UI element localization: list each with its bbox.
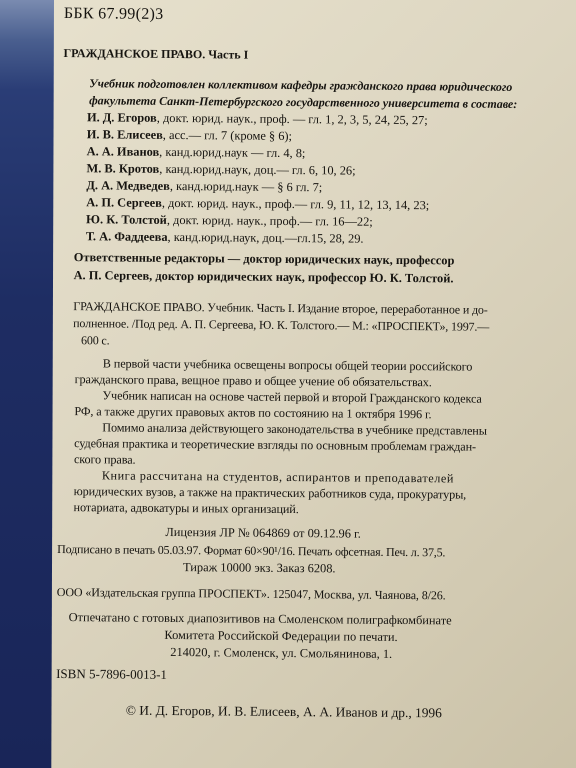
author-name: Ю. К. Толстой <box>86 212 167 227</box>
author-role: , канд.юрид.наук, доц.— гл. 6, 10, 26; <box>159 161 356 178</box>
author-role: , докт. юрид. наук., проф.— гл. 9, 11, 12, 13, 14, 23; <box>161 195 430 213</box>
author-name: М. В. Кротов <box>86 161 160 176</box>
editors-line: А. П. Сергеев, доктор юридических наук, профессор Ю. К. Толстой. <box>73 268 454 286</box>
author-name: Д. А. Медведев <box>86 178 170 193</box>
author-name: Т. А. Фаддеева <box>85 229 168 244</box>
book-title: ГРАЖДАНСКОЕ ПРАВО. Часть I <box>63 46 249 62</box>
bibliographic-entry: 600 с. <box>80 333 110 348</box>
signed-to-print-line: Подписано в печать 05.03.97. Формат 60×90¹/16. Печать офсетная. Печ. л. 37,5. <box>57 541 446 560</box>
author-line <box>86 195 429 212</box>
annotation-line: РФ, а также других правовых актов по состоянию на 1 октября 1996 г. <box>74 404 432 422</box>
isbn-number: ISBN 5-7896-0013-1 <box>56 665 168 682</box>
author-role: , докт. юрид. наук., проф.— гл. 16—22; <box>166 212 373 229</box>
copyright-line: © И. Д. Егоров, И. В. Елисеев, А. А. Иванов и др., 1996 <box>125 702 442 721</box>
author-name: И. Д. Егоров <box>86 110 157 125</box>
print-run-line: Тираж 10000 экз. Заказ 6208. <box>182 560 336 576</box>
author-line <box>86 229 364 245</box>
printer-line: Отпечатано с готовых диапозитивов на Смоленском полиграфкомбинате <box>68 610 452 628</box>
annotation-line: Помимо анализа действующего законодательства в учебнике представлены <box>102 420 487 438</box>
author-role: , канд.юрид.наук — гл. 4, 8; <box>159 144 306 161</box>
annotation-line: судебная практика и теоретические взгляды по основным проблемам граждан- <box>74 436 477 454</box>
bibliographic-entry: полненное. /Под ред. А. П. Сергеева, Ю. К. Толстого.— М.: «ПРОСПЕКТ», 1997.— <box>73 316 490 334</box>
annotation-line: В первой части учебника освещены вопросы общей теории российского <box>102 356 473 374</box>
annotation-line: нотариата, адвокатуры и иных организаций. <box>73 500 299 517</box>
author-role: , канд.юрид.наук — § 6 гл. 7; <box>169 178 323 195</box>
annotation-line: ского права. <box>73 452 136 467</box>
license-line: Лицензия ЛР № 064869 от 09.12.96 г. <box>165 524 361 541</box>
author-name: А. А. Иванов <box>86 144 160 159</box>
author-line <box>86 161 355 177</box>
author-role: , докт. юрид. наук., проф. — гл. 1, 2, 3, 5, 24, 25, 27; <box>156 110 428 128</box>
author-name: А. П. Сергеев <box>86 195 162 210</box>
author-name: И. В. Елисеев <box>86 127 163 142</box>
author-line <box>87 144 306 160</box>
printer-line: Комитета Российской Федерации по печати. <box>164 627 398 644</box>
publisher-line: ООО «Издательская группа ПРОСПЕКТ». 125047, Москва, ул. Чаянова, 8/26. <box>56 584 446 603</box>
bibliographic-entry: ГРАЖДАНСКОЕ ПРАВО. Учебник. Часть I. Издание второе, переработанное и до- <box>73 299 488 317</box>
author-line <box>86 178 322 194</box>
intro-line: Учебник подготовлен коллективом кафедры гражданского права юридического <box>89 76 513 94</box>
annotation-line: Учебник написан на основе частей первой и второй Гражданского кодекса <box>102 388 482 406</box>
annotation-line: юридических вузов, а также на практических работников суда, прокуратуры, <box>73 484 467 502</box>
annotation-line: гражданского права, вещное право и общее учение об обязательствах. <box>74 372 432 390</box>
annotation-line: Книга рассчитана на студентов, аспирантов и преподавателей <box>101 468 454 486</box>
author-role: , асс.— гл. 7 (кроме § 6); <box>162 127 293 144</box>
author-role: , канд.юрид.наук, доц.—гл.15, 28, 29. <box>167 229 364 246</box>
author-line <box>87 110 428 127</box>
author-line <box>87 127 292 143</box>
editors-line: Ответственные редакторы — доктор юридических наук, профессор <box>73 250 455 268</box>
author-line <box>86 212 373 229</box>
printer-address-line: 214020, г. Смоленск, ул. Смольянинова, 1. <box>170 644 393 661</box>
bbk-code: ББК 67.99(2)3 <box>63 5 164 23</box>
intro-line: факультета Санкт-Петербургского государственного университета в составе: <box>89 93 518 111</box>
